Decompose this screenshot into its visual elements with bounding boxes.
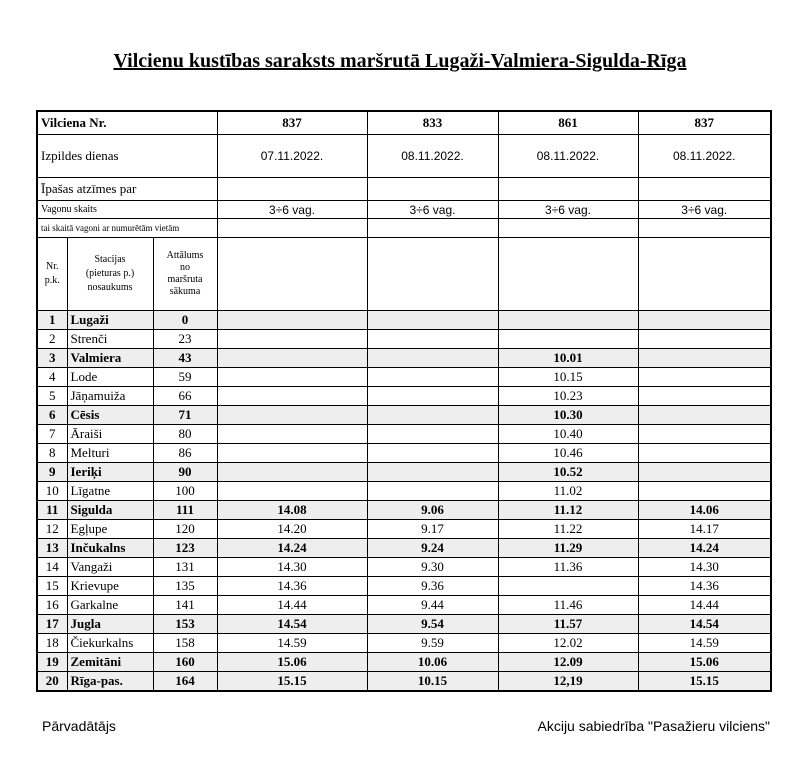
- departure-time: 14.06: [638, 501, 771, 520]
- departure-time: [217, 406, 367, 425]
- station-nr: 13: [37, 539, 67, 558]
- notes-label: Īpašas atzīmes par: [37, 178, 217, 201]
- station-row: [37, 482, 771, 501]
- station-nr: 14: [37, 558, 67, 577]
- train-number: 837: [217, 111, 367, 135]
- departure-time: 11.02: [498, 482, 638, 501]
- departure-time: [638, 463, 771, 482]
- departure-time: 10.30: [498, 406, 638, 425]
- station-row: [37, 311, 771, 330]
- departure-time: 14.44: [217, 596, 367, 615]
- station-name: Strenči: [67, 330, 153, 349]
- departure-time: [638, 482, 771, 501]
- departure-time: 9.24: [367, 539, 498, 558]
- train-number-label: Vilciena Nr.: [37, 111, 217, 135]
- departure-time: 10.06: [367, 653, 498, 672]
- station-row: [37, 387, 771, 406]
- departure-time: [367, 463, 498, 482]
- station-nr: 5: [37, 387, 67, 406]
- station-distance: 23: [153, 330, 217, 349]
- departure-time: 10.23: [498, 387, 638, 406]
- station-distance: 59: [153, 368, 217, 387]
- departure-time: [217, 330, 367, 349]
- station-name: Inčukalns: [67, 539, 153, 558]
- departure-time: [217, 463, 367, 482]
- station-row: [37, 596, 771, 615]
- station-nr: 19: [37, 653, 67, 672]
- station-name: Ieriķi: [67, 463, 153, 482]
- station-row: [37, 330, 771, 349]
- departure-time: 14.20: [217, 520, 367, 539]
- col-nr-header: Nr. p.k.: [37, 238, 67, 311]
- departure-time: [217, 482, 367, 501]
- departure-time: [217, 349, 367, 368]
- departure-time: 15.06: [638, 653, 771, 672]
- days-row: [37, 135, 771, 178]
- departure-time: 9.54: [367, 615, 498, 634]
- departure-time: 15.15: [217, 672, 367, 692]
- wagons-label: Vagonu skaits: [37, 201, 217, 219]
- station-distance: 123: [153, 539, 217, 558]
- station-nr: 4: [37, 368, 67, 387]
- departure-time: [638, 368, 771, 387]
- departure-time: 9.30: [367, 558, 498, 577]
- departure-time: 9.44: [367, 596, 498, 615]
- departure-time: 9.36: [367, 577, 498, 596]
- departure-time: 11.36: [498, 558, 638, 577]
- train-date: 07.11.2022.: [217, 135, 367, 178]
- departure-time: [638, 425, 771, 444]
- station-name: Valmiera: [67, 349, 153, 368]
- departure-time: 15.06: [217, 653, 367, 672]
- station-name: Rīga-pas.: [67, 672, 153, 692]
- departure-time: [638, 387, 771, 406]
- departure-time: [217, 425, 367, 444]
- station-distance: 141: [153, 596, 217, 615]
- departure-time: [638, 406, 771, 425]
- departure-time: 14.59: [217, 634, 367, 653]
- station-nr: 16: [37, 596, 67, 615]
- departure-time: 10.01: [498, 349, 638, 368]
- train-number: 861: [498, 111, 638, 135]
- station-name: Āraiši: [67, 425, 153, 444]
- station-row: [37, 539, 771, 558]
- train-number: 833: [367, 111, 498, 135]
- departure-time: 14.30: [217, 558, 367, 577]
- departure-time: 9.17: [367, 520, 498, 539]
- wagon-count: 3÷6 vag.: [638, 201, 771, 219]
- station-distance: 120: [153, 520, 217, 539]
- station-name: Lode: [67, 368, 153, 387]
- departure-time: 14.30: [638, 558, 771, 577]
- departure-time: 12.09: [498, 653, 638, 672]
- station-name: Jugla: [67, 615, 153, 634]
- station-distance: 135: [153, 577, 217, 596]
- departure-time: 9.06: [367, 501, 498, 520]
- col-station-header: Stacijas (pieturas p.) nosaukums: [67, 238, 153, 311]
- wagon-count: 3÷6 vag.: [367, 201, 498, 219]
- departure-time: 11.22: [498, 520, 638, 539]
- station-nr: 1: [37, 311, 67, 330]
- departure-time: 11.12: [498, 501, 638, 520]
- station-distance: 66: [153, 387, 217, 406]
- departure-time: [638, 330, 771, 349]
- station-nr: 8: [37, 444, 67, 463]
- page-title: Vilcienu kustības saraksts maršrutā Lugaži-Valmiera-Sigulda-Rīga: [113, 50, 687, 72]
- departure-time: [367, 330, 498, 349]
- departure-time: [217, 444, 367, 463]
- numbered-seats-label: tai skaitā vagoni ar numurētām vietām: [37, 219, 217, 238]
- departure-time: 10.15: [498, 368, 638, 387]
- departure-time: 10.46: [498, 444, 638, 463]
- station-name: Krievupe: [67, 577, 153, 596]
- departure-time: 14.36: [217, 577, 367, 596]
- column-header-row: [37, 238, 771, 311]
- departure-time: [367, 349, 498, 368]
- station-name: Sigulda: [67, 501, 153, 520]
- departure-time: 14.44: [638, 596, 771, 615]
- departure-time: 14.59: [638, 634, 771, 653]
- col-distance-header: Attālums no maršruta sākuma: [153, 238, 217, 311]
- wagons-row: [37, 201, 771, 219]
- station-distance: 90: [153, 463, 217, 482]
- station-nr: 15: [37, 577, 67, 596]
- departure-time: 14.54: [638, 615, 771, 634]
- station-name: Čiekurkalns: [67, 634, 153, 653]
- carrier-name: Akciju sabiedrība "Pasažieru vilciens": [537, 718, 770, 734]
- station-name: Cēsis: [67, 406, 153, 425]
- notes-row: [37, 178, 771, 201]
- departure-time: 11.57: [498, 615, 638, 634]
- numbered-seats-row: [37, 219, 771, 238]
- station-row: [37, 634, 771, 653]
- station-row: [37, 615, 771, 634]
- station-row: [37, 577, 771, 596]
- departure-time: 15.15: [638, 672, 771, 692]
- station-nr: 20: [37, 672, 67, 692]
- departure-time: [638, 311, 771, 330]
- station-distance: 0: [153, 311, 217, 330]
- days-label: Izpildes dienas: [37, 135, 217, 178]
- train-date: 08.11.2022.: [498, 135, 638, 178]
- station-distance: 160: [153, 653, 217, 672]
- station-row: [37, 463, 771, 482]
- station-row: [37, 444, 771, 463]
- station-distance: 43: [153, 349, 217, 368]
- train-number-row: [37, 111, 771, 135]
- station-row: [37, 672, 771, 692]
- departure-time: [498, 330, 638, 349]
- station-nr: 10: [37, 482, 67, 501]
- departure-time: 11.46: [498, 596, 638, 615]
- station-nr: 6: [37, 406, 67, 425]
- station-nr: 7: [37, 425, 67, 444]
- station-distance: 100: [153, 482, 217, 501]
- station-name: Līgatne: [67, 482, 153, 501]
- carrier-label: Pārvadātājs: [42, 718, 116, 734]
- departure-time: 11.29: [498, 539, 638, 558]
- departure-time: 14.17: [638, 520, 771, 539]
- station-nr: 9: [37, 463, 67, 482]
- station-nr: 17: [37, 615, 67, 634]
- timetable: [36, 110, 772, 692]
- departure-time: [217, 387, 367, 406]
- departure-time: [217, 368, 367, 387]
- wagon-count: 3÷6 vag.: [217, 201, 367, 219]
- station-nr: 18: [37, 634, 67, 653]
- station-name: Melturi: [67, 444, 153, 463]
- wagon-count: 3÷6 vag.: [498, 201, 638, 219]
- train-date: 08.11.2022.: [638, 135, 771, 178]
- departure-time: 14.24: [638, 539, 771, 558]
- departure-time: [217, 311, 367, 330]
- station-nr: 12: [37, 520, 67, 539]
- station-name: Zemitāni: [67, 653, 153, 672]
- station-nr: 11: [37, 501, 67, 520]
- train-number: 837: [638, 111, 771, 135]
- station-nr: 2: [37, 330, 67, 349]
- station-distance: 158: [153, 634, 217, 653]
- departure-time: [498, 577, 638, 596]
- station-distance: 164: [153, 672, 217, 692]
- station-distance: 111: [153, 501, 217, 520]
- train-date: 08.11.2022.: [367, 135, 498, 178]
- departure-time: 14.54: [217, 615, 367, 634]
- station-name: Lugaži: [67, 311, 153, 330]
- station-row: [37, 425, 771, 444]
- station-name: Jāņamuiža: [67, 387, 153, 406]
- departure-time: [367, 368, 498, 387]
- station-distance: 86: [153, 444, 217, 463]
- station-distance: 153: [153, 615, 217, 634]
- departure-time: 12.02: [498, 634, 638, 653]
- departure-time: [638, 349, 771, 368]
- station-name: Garkalne: [67, 596, 153, 615]
- station-row: [37, 653, 771, 672]
- departure-time: 9.59: [367, 634, 498, 653]
- station-nr: 3: [37, 349, 67, 368]
- station-row: [37, 406, 771, 425]
- departure-time: [367, 444, 498, 463]
- departure-time: 10.52: [498, 463, 638, 482]
- station-row: [37, 558, 771, 577]
- station-row: [37, 520, 771, 539]
- station-distance: 71: [153, 406, 217, 425]
- departure-time: 12,19: [498, 672, 638, 692]
- departure-time: [367, 482, 498, 501]
- station-row: [37, 349, 771, 368]
- station-name: Vangaži: [67, 558, 153, 577]
- departure-time: 14.08: [217, 501, 367, 520]
- departure-time: [367, 406, 498, 425]
- departure-time: [367, 387, 498, 406]
- station-row: [37, 368, 771, 387]
- departure-time: 10.15: [367, 672, 498, 692]
- departure-time: 14.24: [217, 539, 367, 558]
- station-distance: 80: [153, 425, 217, 444]
- departure-time: [367, 425, 498, 444]
- station-name: Egļupe: [67, 520, 153, 539]
- station-distance: 131: [153, 558, 217, 577]
- departure-time: [498, 311, 638, 330]
- departure-time: 10.40: [498, 425, 638, 444]
- departure-time: [638, 444, 771, 463]
- departure-time: [367, 311, 498, 330]
- station-row: [37, 501, 771, 520]
- departure-time: 14.36: [638, 577, 771, 596]
